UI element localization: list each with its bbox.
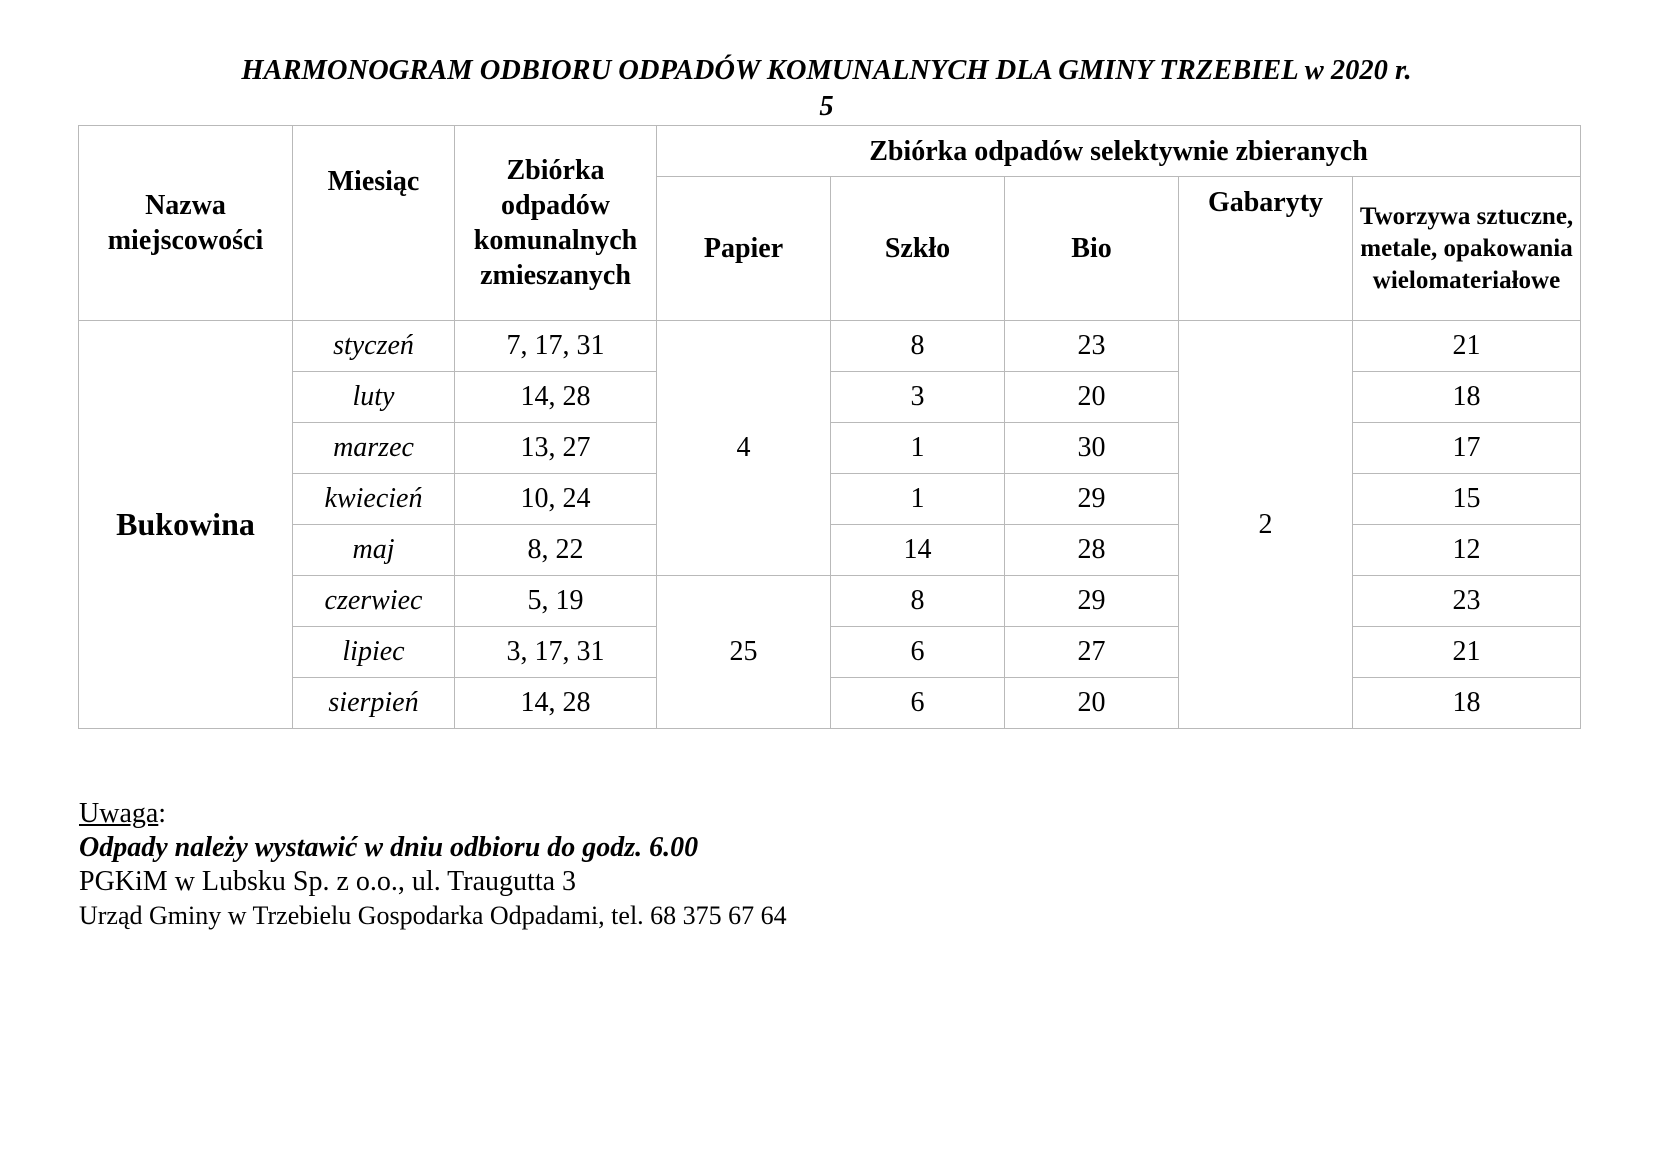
header-bulky: Gabaryty (1179, 177, 1353, 321)
bio-cell: 20 (1005, 678, 1179, 729)
page-title: HARMONOGRAM ODBIORU ODPADÓW KOMUNALNYCH DLA GMINY TRZEBIEL w 2020 r. (241, 55, 1412, 86)
plastics-cell: 12 (1353, 525, 1581, 576)
town-cell: Bukowina (79, 321, 293, 729)
table-row (79, 576, 1581, 627)
month-cell: czerwiec (293, 576, 455, 627)
header-month: Miesiąc (293, 126, 455, 321)
mixed-cell: 3, 17, 31 (455, 627, 657, 678)
plastics-cell: 15 (1353, 474, 1581, 525)
plastics-cell: 21 (1353, 627, 1581, 678)
month-cell: maj (293, 525, 455, 576)
bulky-cell: 2 (1179, 321, 1353, 729)
glass-cell: 6 (831, 627, 1005, 678)
notes-section (79, 797, 787, 933)
header-mixed-waste: Zbiórka odpadów komunalnych zmieszanych (455, 126, 657, 321)
bio-cell: 28 (1005, 525, 1179, 576)
glass-cell: 3 (831, 372, 1005, 423)
header-bio: Bio (1005, 177, 1179, 321)
page-number: 5 (819, 91, 834, 122)
bio-cell: 27 (1005, 627, 1179, 678)
header-row-1 (79, 126, 1581, 177)
bio-cell: 23 (1005, 321, 1179, 372)
note-label-line (79, 797, 787, 831)
schedule-table (78, 125, 1581, 729)
note-office: Urząd Gminy w Trzebielu Gospodarka Odpadami, tel. 68 375 67 64 (79, 901, 787, 930)
month-cell: sierpień (293, 678, 455, 729)
glass-cell: 6 (831, 678, 1005, 729)
plastics-cell: 18 (1353, 372, 1581, 423)
note-label: Uwaga (79, 798, 159, 829)
month-cell: kwiecień (293, 474, 455, 525)
bio-cell: 29 (1005, 474, 1179, 525)
header-selective-group: Zbiórka odpadów selektywnie zbieranych (657, 126, 1581, 177)
month-cell: styczeń (293, 321, 455, 372)
paper-cell: 4 (657, 321, 831, 576)
header-town: Nazwa miejscowości (79, 126, 293, 321)
glass-cell: 8 (831, 576, 1005, 627)
mixed-cell: 13, 27 (455, 423, 657, 474)
plastics-cell: 17 (1353, 423, 1581, 474)
mixed-cell: 5, 19 (455, 576, 657, 627)
plastics-cell: 21 (1353, 321, 1581, 372)
glass-cell: 8 (831, 321, 1005, 372)
month-cell: luty (293, 372, 455, 423)
note-company: PGKiM w Lubsku Sp. z o.o., ul. Traugutta 3 (79, 866, 577, 897)
note-deadline: Odpady należy wystawić w dniu odbioru do godz. 6.00 (79, 832, 699, 863)
header-plastics: Tworzywa sztuczne, metale, opakowania wielomateriałowe (1353, 177, 1581, 321)
mixed-cell: 10, 24 (455, 474, 657, 525)
mixed-cell: 7, 17, 31 (455, 321, 657, 372)
month-cell: lipiec (293, 627, 455, 678)
bio-cell: 29 (1005, 576, 1179, 627)
glass-cell: 1 (831, 423, 1005, 474)
plastics-cell: 18 (1353, 678, 1581, 729)
bio-cell: 30 (1005, 423, 1179, 474)
table-row (79, 321, 1581, 372)
mixed-cell: 8, 22 (455, 525, 657, 576)
header-paper: Papier (657, 177, 831, 321)
header-glass: Szkło (831, 177, 1005, 321)
note-label-colon: : (158, 798, 167, 829)
month-cell: marzec (293, 423, 455, 474)
mixed-cell: 14, 28 (455, 678, 657, 729)
mixed-cell: 14, 28 (455, 372, 657, 423)
glass-cell: 1 (831, 474, 1005, 525)
plastics-cell: 23 (1353, 576, 1581, 627)
bio-cell: 20 (1005, 372, 1179, 423)
paper-cell: 25 (657, 576, 831, 729)
glass-cell: 14 (831, 525, 1005, 576)
